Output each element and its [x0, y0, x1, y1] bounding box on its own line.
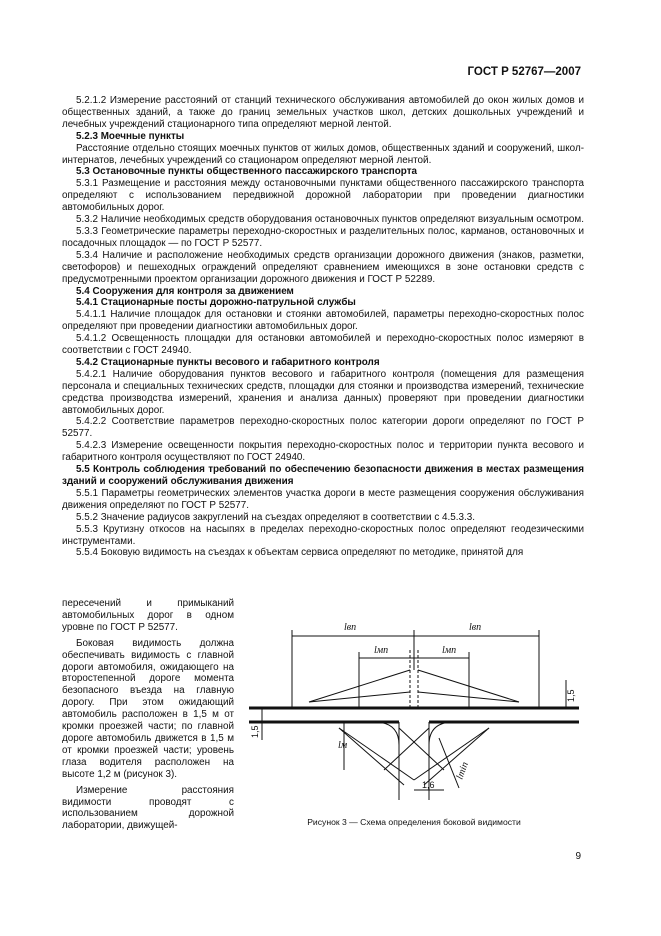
- paragraph: 5.4.2.1 Наличие оборудования пунктов весового и габаритного контроля (помещения для размещения персонала и специальных технических средств, площадки для стоянки и производства измерений, технические средства производства измерений, хранения и анализа данных) проверяют при проведении диагностики автомобильных дорог.: [62, 368, 584, 416]
- side-text-column: [62, 598, 234, 832]
- paragraph: 5.2.1.2 Измерение расстояний от станций технического обслуживания автомобилей до окон жилых домов и общественных зданий, а также до границ земельных участков школ, детских дошкольных учреждений и лечебных учреждений стационарного типа определяют мерной лентой.: [62, 95, 584, 130]
- label-l-mn-left: lмп: [374, 645, 389, 656]
- paragraph: 5.3.2 Наличие необходимых средств оборудования остановочных пунктов определяют визуальным осмотром.: [76, 214, 584, 226]
- visibility-scheme-diagram: [244, 610, 584, 810]
- paragraph: Измерение расстояния видимости проводят с использованием дорожной лаборатории, движущей-: [62, 784, 234, 832]
- paragraph: 5.5.1 Параметры геометрических элементов участка дороги в месте размещения сооружения обслуживания движения определяют по ГОСТ Р 52577.: [62, 487, 584, 511]
- paragraph: 5.3.4 Наличие и расположение необходимых средств организации дорожного движения (знаков, разметки, светофоров) и пешеходных ограждений определяют сравнением имеющихся в зоне остановки средств с предусмотренными проектом организации дорожного движения и ГОСТ Р 52289.: [62, 249, 584, 285]
- paragraph: 5.4.1.2 Освещенность площадки для остановки автомобилей и переходно-скоростных полос измеряют в соответствии с ГОСТ 24940.: [62, 333, 584, 357]
- paragraph: пересечений и примыканий автомобильных дорог в одном уровне по ГОСТ Р 52577.: [62, 598, 234, 633]
- label-l-min: lmin: [454, 760, 471, 782]
- section-heading: 5.4 Сооружения для контроля за движением: [76, 285, 294, 297]
- label-l-vn-right: lвп: [469, 622, 482, 633]
- paragraph: 5.5.4 Боковую видимость на съездах к объектам сервиса определяют по методике, принятой для: [76, 547, 524, 559]
- label-l-mn-right: lмп: [442, 645, 457, 656]
- label-l-m: lм: [338, 740, 348, 751]
- page-number: 9: [575, 851, 581, 862]
- paragraph: 5.5.2 Значение радиусов закруглений на съездах определяют в соответствии с 4.5.3.3.: [76, 511, 475, 523]
- figure-lateral-visibility: [244, 610, 584, 810]
- paragraph: 5.3.1 Размещение и расстояния между остановочными пунктами общественного пассажирского транспорта определяют с использованием передвижной дорожной лаборатории при проведении диагностики автомобильных дорог.: [62, 178, 584, 214]
- section-heading: 5.3 Остановочные пункты общественного пассажирского транспорта: [76, 166, 418, 178]
- paragraph: Боковая видимость должна обеспечивать видимость с главной дороги автомобиля, ожидающего на второстепенной дороге момента безопасного въезда на главную дорогу. При этом ожидающий автомобиль расположен в 1,5 м от кромки проезжей части; по главной дороге автомобиль движется в 1,5 м от кромки проезжей части; уровень глаза водителя расположен на высоте 1,2 м (рисунок 3).: [62, 637, 234, 780]
- paragraph: 5.5.3 Крутизну откосов на насыпях в пределах переходно-скоростных полос определяют геодезическими инструментами.: [62, 523, 584, 547]
- paragraph: 5.4.2.2 Соответствие параметров переходно-скоростных полос категории дороги определяют по ГОСТ Р 52577.: [62, 416, 584, 440]
- section-heading: 5.4.2 Стационарные пункты весового и габаритного контроля: [76, 356, 380, 368]
- paragraph: Расстояние отдельно стоящих моечных пунктов от жилых домов, общественных зданий и сооружений, школ-интернатов, лечебных учреждений со стационаром определяют мерной лентой.: [62, 142, 584, 166]
- label-dim-right: 1,5: [566, 689, 576, 702]
- label-dim-left: 1,5: [250, 725, 260, 738]
- paragraph: 5.4.2.3 Измерение освещенности покрытия переходно-скоростных полос и территории пункта весового и габаритного контроля осуществляют по ГОСТ 24940.: [62, 440, 584, 464]
- document-code: ГОСТ Р 52767—2007: [467, 66, 581, 78]
- section-heading: 5.5 Контроль соблюдения требований по обеспечению безопасности движения в местах размещения зданий и сооружений обслуживания движения: [62, 464, 584, 487]
- label-dim-bottom: 1,6: [422, 780, 435, 790]
- paragraph: 5.4.1.1 Наличие площадок для остановки и стоянки автомобилей, параметры переходно-скоростных полос определяют при проведении диагностики автомобильных дорог.: [62, 309, 584, 333]
- figure-caption: Рисунок 3 — Схема определения боковой видимости: [307, 817, 521, 827]
- label-l-vn-left: lвп: [344, 622, 357, 633]
- main-text: [62, 95, 584, 559]
- section-heading: 5.2.3 Моечные пункты: [76, 130, 185, 142]
- section-heading: 5.4.1 Стационарные посты дорожно-патрульной службы: [76, 297, 356, 309]
- paragraph: 5.3.3 Геометрические параметры переходно-скоростных и разделительных полос, карманов, остановочных и посадочных площадок — по ГОСТ Р 52577.: [62, 225, 584, 249]
